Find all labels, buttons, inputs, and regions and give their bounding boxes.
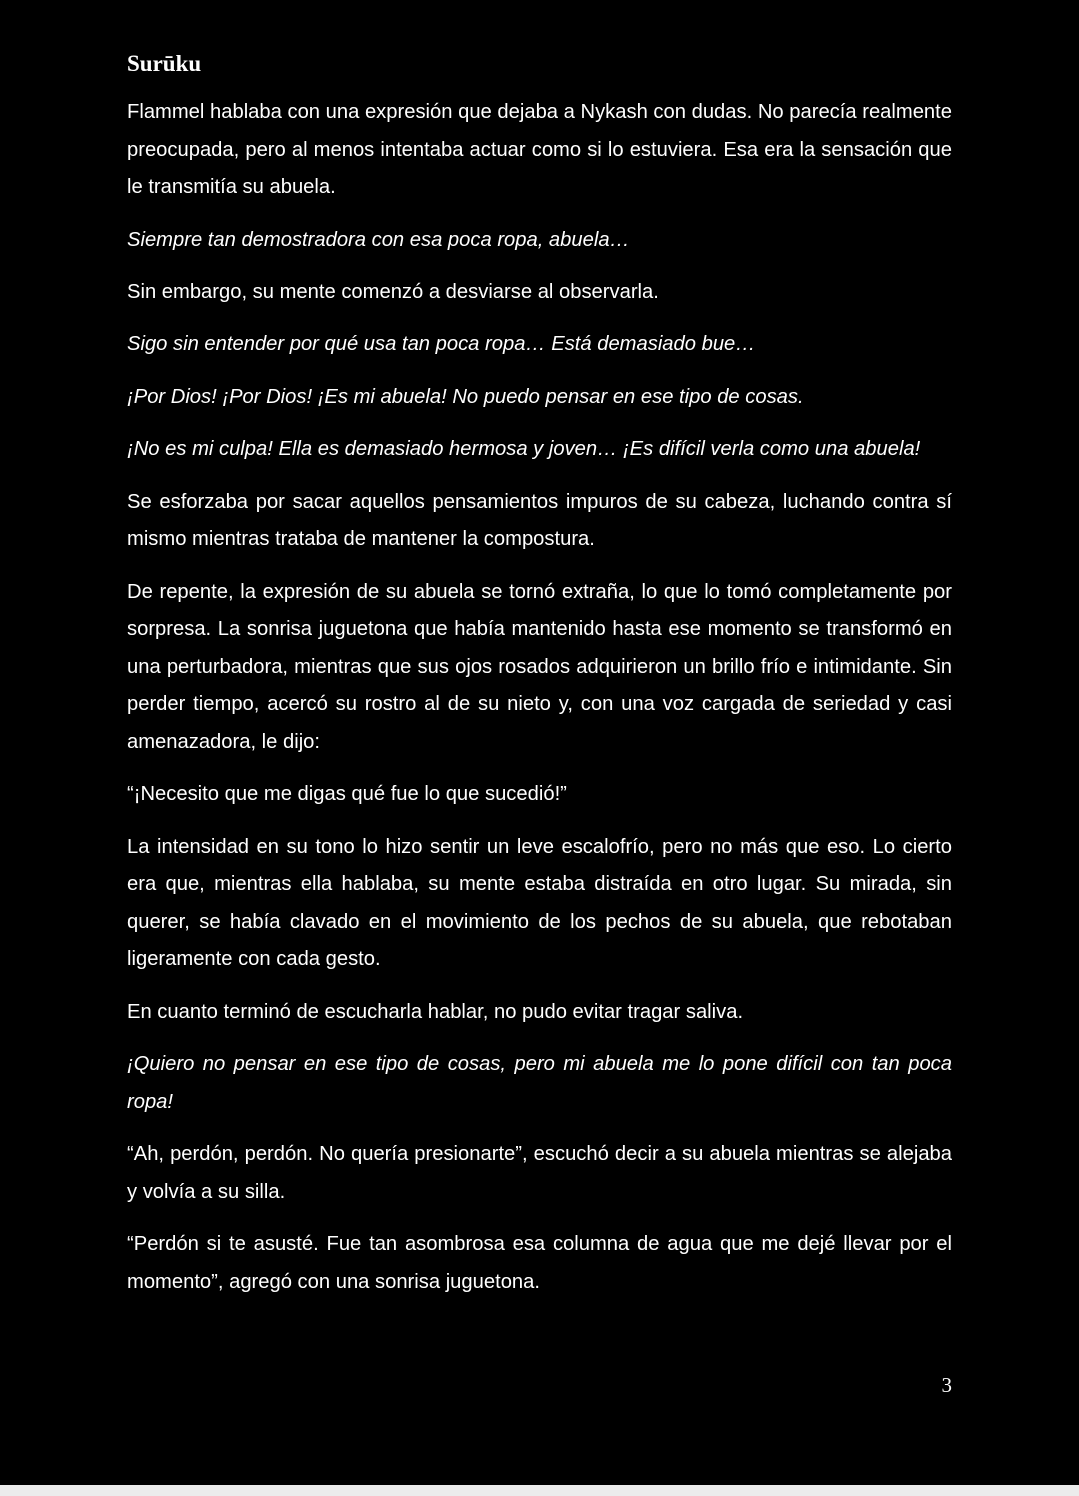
paragraph: La intensidad en su tono lo hizo sentir un leve escalofrío, pero no más que eso. Lo cierto era que, mientras ella hablaba, su mente estaba distraída en otro lugar. Su mirada, sin querer, se había clavado en el movimiento de los pechos de su abuela, que rebotaban ligeramente con cada gesto. <box>127 835 952 971</box>
paragraph-dialogue: “Perdón si te asusté. Fue tan asombrosa esa columna de agua que me dejé llevar por el momento”, agregó con una sonrisa juguetona. <box>127 1233 952 1293</box>
paragraph-thought: ¡Quiero no pensar en ese tipo de cosas, pero mi abuela me lo pone difícil con tan poca ropa! <box>127 1053 952 1113</box>
paragraph: En cuanto terminó de escucharla hablar, no pudo evitar tragar saliva. <box>127 1000 744 1023</box>
page-number: 3 <box>941 1373 952 1397</box>
paragraph-thought: Siempre tan demostradora con esa poca ropa, abuela… <box>127 228 630 251</box>
paragraph: Se esforzaba por sacar aquellos pensamientos impuros de su cabeza, luchando contra sí mismo mientras trataba de mantener la compostura. <box>127 490 952 551</box>
paragraph: De repente, la expresión de su abuela se tornó extraña, lo que lo tomó completamente por sorpresa. La sonrisa juguetona que había mantenido hasta ese momento se transformó en una perturbadora, mientras que sus ojos rosados adquirieron un brillo frío e intimidante. Sin perder tiempo, acercó su rostro al de su nieto y, con una voz cargada de seriedad y casi amenazadora, le dijo: <box>127 580 952 753</box>
paragraph-thought: Sigo sin entender por qué usa tan poca ropa… Está demasiado bue… <box>127 333 756 356</box>
paragraph: Sin embargo, su mente comenzó a desviarse al observarla. <box>127 280 659 303</box>
paragraph-dialogue: “¡Necesito que me digas qué fue lo que sucedió!” <box>127 783 567 806</box>
paragraph-thought: ¡Por Dios! ¡Por Dios! ¡Es mi abuela! No puedo pensar en ese tipo de cosas. <box>127 385 804 408</box>
body-text <box>127 94 952 1316</box>
chapter-title: Surūku <box>127 51 202 76</box>
paragraph-dialogue: “Ah, perdón, perdón. No quería presionarte”, escuchó decir a su abuela mientras se alejaba y volvía a su silla. <box>127 1143 952 1203</box>
paragraph: Flammel hablaba con una expresión que dejaba a Nykash con dudas. No parecía realmente preocupada, pero al menos intentaba actuar como si lo estuviera. Esa era la sensación que le transmitía su abuela. <box>127 101 952 199</box>
paragraph-thought: ¡No es mi culpa! Ella es demasiado hermosa y joven… ¡Es difícil verla como una abuela! <box>127 438 921 461</box>
page-bottom-strip <box>0 1485 1079 1496</box>
